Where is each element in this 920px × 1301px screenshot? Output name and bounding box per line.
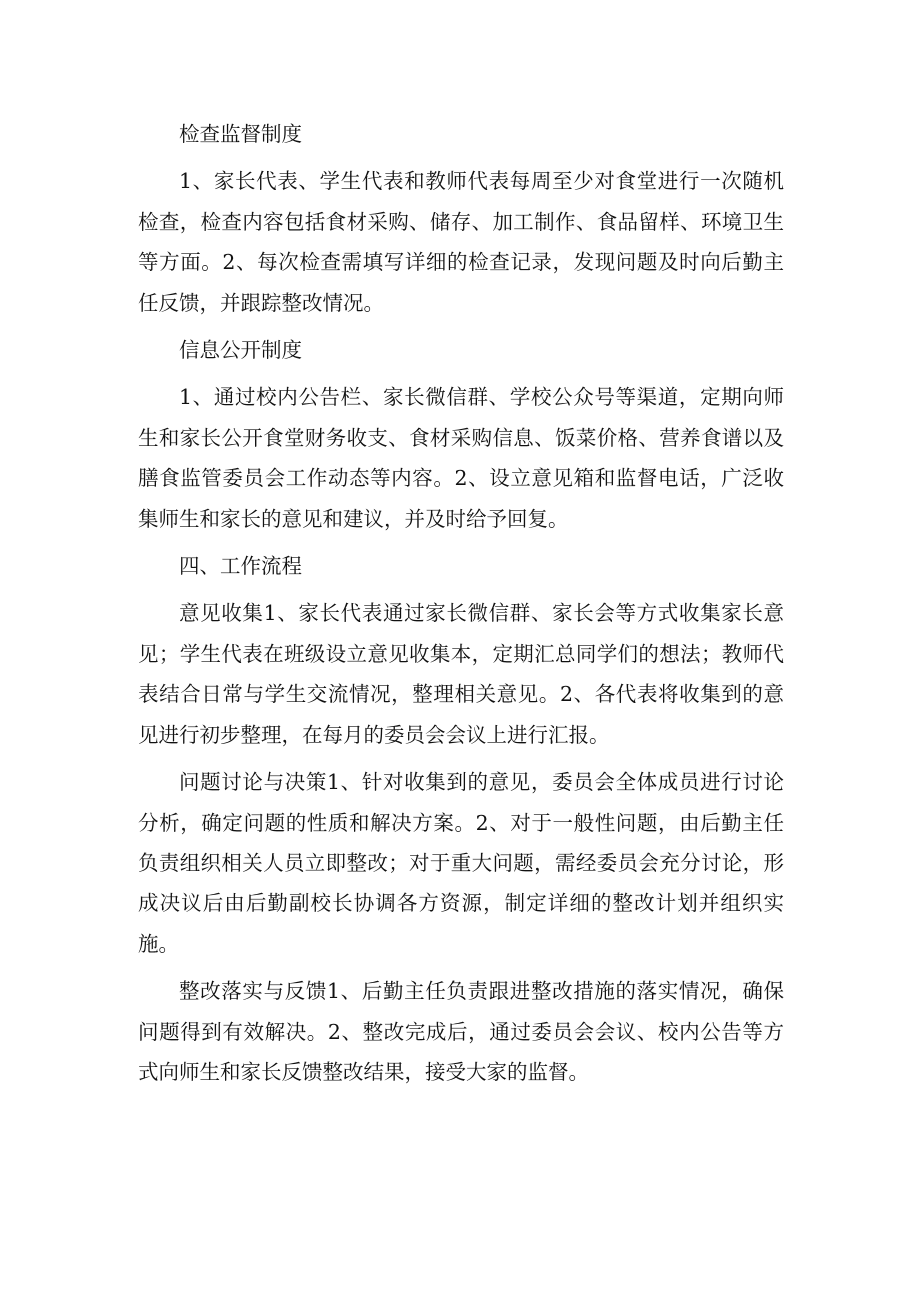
paragraph-inspection-details: 1、家长代表、学生代表和教师代表每周至少对食堂进行一次随机检查，检查内容包括食材采购、储存、加工制作、食品留样、环境卫生等方面。2、每次检查需填写详细的检查记录，发现问题及时向后勤主任反馈，并跟踪整改情况。 [138, 169, 784, 315]
paragraph-opinion-collection: 意见收集1、家长代表通过家长微信群、家长会等方式收集家长意见；学生代表在班级设立意见收集本，定期汇总同学们的想法；教师代表结合日常与学生交流情况，整理相关意见。2、各代表将收集到的意见进行初步整理，在每月的委员会会议上进行汇报。 [138, 601, 784, 747]
paragraph-discussion-decision: 问题讨论与决策1、针对收集到的意见，委员会全体成员进行讨论分析，确定问题的性质和解决方案。2、对于一般性问题，由后勤主任负责组织相关人员立即整改；对于重大问题，需经委员会充分讨论，形成决议后由后勤副校长协调各方资源，制定详细的整改计划并组织实施。 [138, 770, 784, 956]
document-page [138, 114, 784, 1092]
paragraph-disclosure-details: 1、通过校内公告栏、家长微信群、学校公众号等渠道，定期向师生和家长公开食堂财务收支、食材采购信息、饭菜价格、营养食谱以及膳食监管委员会工作动态等内容。2、设立意见箱和监督电话，广泛收集师生和家长的意见和建议，并及时给予回复。 [138, 385, 784, 531]
section-heading-inspection: 检查监督制度 [179, 122, 302, 146]
paragraph-rectification-feedback: 整改落实与反馈1、后勤主任负责跟进整改措施的落实情况，确保问题得到有效解决。2、整改完成后，通过委员会会议、校内公告等方式向师生和家长反馈整改结果，接受大家的监督。 [138, 979, 784, 1084]
section-heading-disclosure: 信息公开制度 [179, 338, 302, 363]
section-heading-workflow: 四、工作流程 [179, 554, 302, 579]
